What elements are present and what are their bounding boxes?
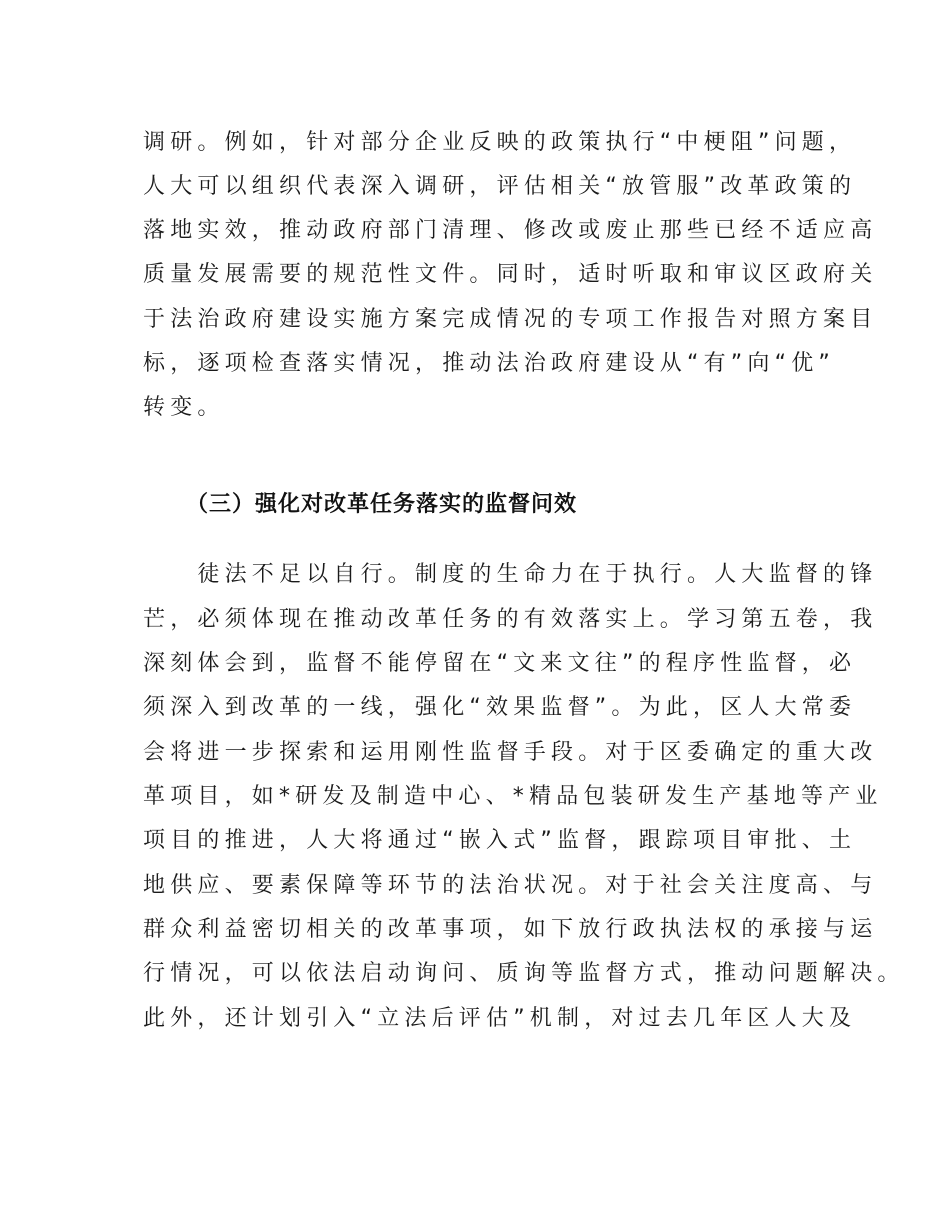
- paragraph-line: 地供应、要素保障等环节的法治状况。对于社会关注度高、与: [143, 873, 878, 898]
- paragraph-line: 会将进一步探索和运用刚性监督手段。对于区委确定的重大改: [143, 740, 878, 765]
- paragraph-line: 质量发展需要的规范性文件。同时，适时听取和审议区政府关: [143, 262, 878, 287]
- paragraph-line: 深刻体会到，监督不能停留在“文来文往”的程序性监督，必: [143, 651, 857, 676]
- paragraph-line: 须深入到改革的一线，强化“效果监督”。为此，区人大常委: [143, 695, 857, 720]
- paragraph-line: 行情况，可以依法启动询问、质询等监督方式，推动问题解决。: [143, 961, 905, 986]
- paragraph-line: 徒法不足以自行。制度的生命力在于执行。人大监督的锋: [143, 562, 878, 587]
- paragraph-line: 此外，还计划引入“立法后评估”机制，对过去几年区人大及: [143, 1006, 857, 1031]
- paragraph-line: 标，逐项检查落实情况，推动法治政府建设从“有”向“优”: [143, 351, 835, 376]
- paragraph-line: 转变。: [143, 395, 225, 420]
- paragraph-line: 人大可以组织代表深入调研，评估相关“放管服”改革政策的: [143, 174, 857, 199]
- paragraph-line: 调研。例如，针对部分企业反映的政策执行“中梗阻”问题，: [143, 130, 857, 155]
- section-heading: （三）强化对改革任务落实的监督问效: [186, 492, 578, 517]
- paragraph-line: 革项目，如*研发及制造中心、*精品包装研发生产基地等产业: [143, 784, 883, 809]
- paragraph-line: 芒，必须体现在推动改革任务的有效落实上。学习第五卷，我: [143, 607, 878, 632]
- paragraph-line: 群众利益密切相关的改革事项，如下放行政执法权的承接与运: [143, 917, 878, 942]
- paragraph-line: 落地实效，推动政府部门清理、修改或废止那些已经不适应高: [143, 218, 878, 243]
- paragraph-line: 项目的推进，人大将通过“嵌入式”监督，跟踪项目审批、土: [143, 828, 857, 853]
- paragraph-line: 于法治政府建设实施方案完成情况的专项工作报告对照方案目: [143, 307, 878, 332]
